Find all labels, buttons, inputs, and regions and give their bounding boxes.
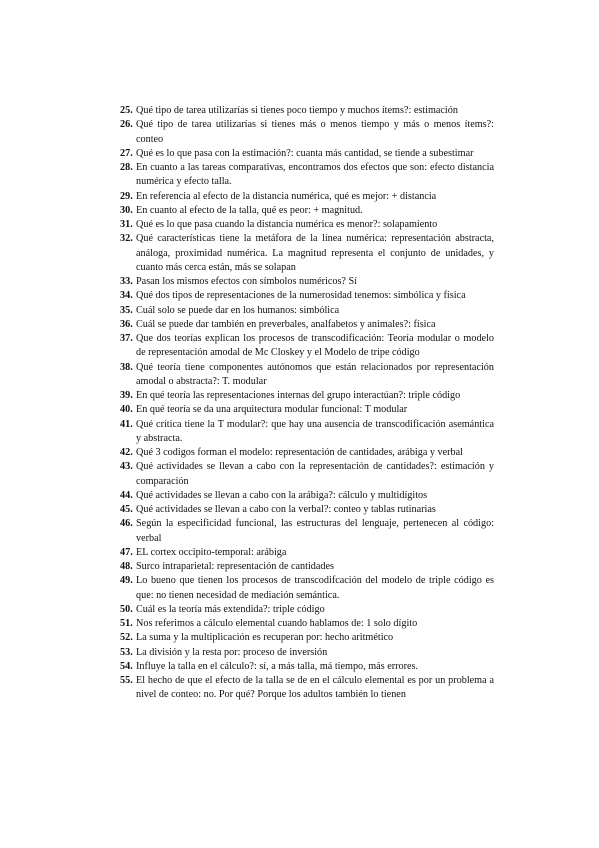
list-item (120, 674, 494, 703)
item-number: 39. (120, 390, 133, 401)
list-item (120, 361, 494, 390)
item-number: 53. (120, 646, 133, 658)
question-list (120, 104, 494, 703)
item-number: 40. (120, 404, 133, 416)
list-item (120, 660, 494, 674)
item-text: Qué características tiene la metáfora de la línea numérica: representación abstracta, análoga, proximidad numérica. La magnitud representa el conjunto de unidades, y cuanto más cerca están, más se solapan (136, 233, 494, 273)
item-text: Qué actividades se llevan a cabo con la representación de cantidades?: estimación y comparación (136, 461, 494, 487)
list-item (120, 118, 494, 147)
list-item (120, 318, 494, 332)
item-number: 55. (120, 675, 133, 686)
item-text: Pasan los mismos efectos con símbolos numéricos? Sí (136, 276, 357, 287)
list-item (120, 560, 494, 574)
item-text: Qué tipo de tarea utilizarías si tienes poco tiempo y muchos ítems?: estimación (136, 105, 458, 116)
item-number: 37. (120, 333, 133, 344)
item-text: Cuál se puede dar también en preverbales, analfabetos y animales?: física (136, 318, 436, 330)
list-item (120, 147, 494, 161)
item-text: Que dos teorías explican los procesos de transcodificación: Teoría modular o modelo de representación amodal de Mc Closkey y el Modelo de tripe código (136, 333, 494, 359)
item-number: 44. (120, 489, 133, 501)
item-number: 26. (120, 119, 133, 131)
item-number: 54. (120, 660, 133, 672)
item-text: Qué actividades se llevan a cabo con la arábiga?: cálculo y multidígitos (136, 489, 428, 501)
list-item (120, 190, 494, 204)
item-number: 50. (120, 603, 133, 615)
list-item (120, 218, 494, 232)
item-number: 34. (120, 290, 133, 302)
item-text: En qué teoría las representaciones internas del grupo interactúan?: triple código (136, 390, 461, 401)
list-item (120, 304, 494, 318)
list-item (120, 617, 494, 631)
item-text: Qué dos tipos de representaciones de la numerosidad tenemos: simbólica y física (136, 290, 466, 302)
item-text: Influye la talla en el cálculo?: sí, a más talla, má tiempo, más errores. (136, 660, 419, 672)
list-item (120, 289, 494, 303)
item-text: Qué es lo que pasa cuando la distancia numérica es menor?: solapamiento (136, 219, 438, 230)
list-item (120, 104, 494, 118)
item-text: Lo bueno que tienen los procesos de transcodifcación del modelo de triple código es que: no tienen necesidad de mediación semántica. (136, 575, 494, 601)
item-text: Nos referimos a cálculo elemental cuando hablamos de: 1 solo dígito (136, 618, 418, 629)
item-number: 45. (120, 504, 133, 515)
item-text: Qué 3 codigos forman el modelo: representación de cantidades, arábiga y verbal (136, 447, 464, 458)
item-text: El hecho de que el efecto de la talla se de en el cálculo elemental es por un problema a nivel de conteo: no. Por qué? Porque los adultos también lo tienen (136, 675, 494, 701)
item-number: 46. (120, 518, 133, 530)
list-item (120, 574, 494, 603)
item-text: La división y la resta por: proceso de inversión (136, 646, 328, 658)
list-item (120, 631, 494, 645)
item-number: 52. (120, 632, 133, 644)
list-item (120, 446, 494, 460)
list-item (120, 275, 494, 289)
item-number: 42. (120, 447, 133, 458)
list-item (120, 403, 494, 417)
item-number: 43. (120, 461, 133, 473)
list-item (120, 204, 494, 218)
list-item (120, 489, 494, 503)
item-text: Qué tipo de tarea utilizarías si tienes más o menos tiempo y más o menos ítems?: conteo (136, 119, 494, 145)
list-item (120, 161, 494, 190)
item-number: 33. (120, 276, 133, 287)
item-text: EL cortex occipito-temporal: arábiga (136, 546, 287, 558)
item-text: Qué es lo que pasa con la estimación?: cuanta más cantidad, se tiende a subestimar (136, 147, 474, 159)
item-text: En cuanto al efecto de la talla, qué es peor: + magnitud. (136, 204, 363, 216)
item-text: En qué teoría se da una arquitectura modular funcional: T modular (136, 404, 408, 416)
item-number: 35. (120, 304, 133, 316)
list-item (120, 460, 494, 489)
list-item (120, 546, 494, 560)
item-number: 51. (120, 618, 133, 629)
list-item (120, 503, 494, 517)
list-item (120, 603, 494, 617)
item-number: 30. (120, 204, 133, 216)
item-text: Cuál es la teoría más extendida?: triple código (136, 603, 325, 615)
item-number: 27. (120, 147, 133, 159)
item-number: 38. (120, 361, 133, 373)
item-number: 36. (120, 318, 133, 330)
item-number: 29. (120, 190, 133, 202)
item-text: Cuál solo se puede dar en los humanos: simbólica (136, 304, 340, 316)
list-item (120, 332, 494, 361)
item-number: 49. (120, 575, 133, 587)
item-number: 41. (120, 418, 133, 430)
list-item (120, 646, 494, 660)
item-number: 48. (120, 561, 133, 572)
item-text: Surco intraparietal: representación de cantidades (136, 561, 334, 572)
item-number: 25. (120, 105, 133, 116)
item-text: Qué crítica tiene la T modular?: que hay una ausencia de transcodificación asemántica y abstracta. (136, 418, 494, 444)
item-text: Qué actividades se llevan a cabo con la verbal?: conteo y tablas rutinarias (136, 504, 436, 515)
item-text: La suma y la multiplicación es recuperan por: hecho aritmético (136, 632, 394, 644)
list-item (120, 389, 494, 403)
item-number: 28. (120, 162, 133, 173)
item-text: Qué teoría tiene componentes autónomos que están relacionados por representación amodal o abstracta?: T. modular (136, 361, 494, 387)
item-number: 32. (120, 233, 133, 245)
list-item (120, 418, 494, 447)
list-item (120, 517, 494, 546)
list-item (120, 232, 494, 275)
item-number: 47. (120, 546, 133, 558)
item-text: En referencia al efecto de la distancia numérica, qué es mejor: + distancia (136, 190, 437, 202)
item-number: 31. (120, 219, 133, 230)
item-text: Según la especificidad funcional, las estructuras del lenguaje, pertenecen al código: verbal (136, 518, 494, 544)
item-text: En cuanto a las tareas comparativas, encontramos dos efectos que son: efecto distancia numérica y efecto talla. (136, 162, 494, 188)
